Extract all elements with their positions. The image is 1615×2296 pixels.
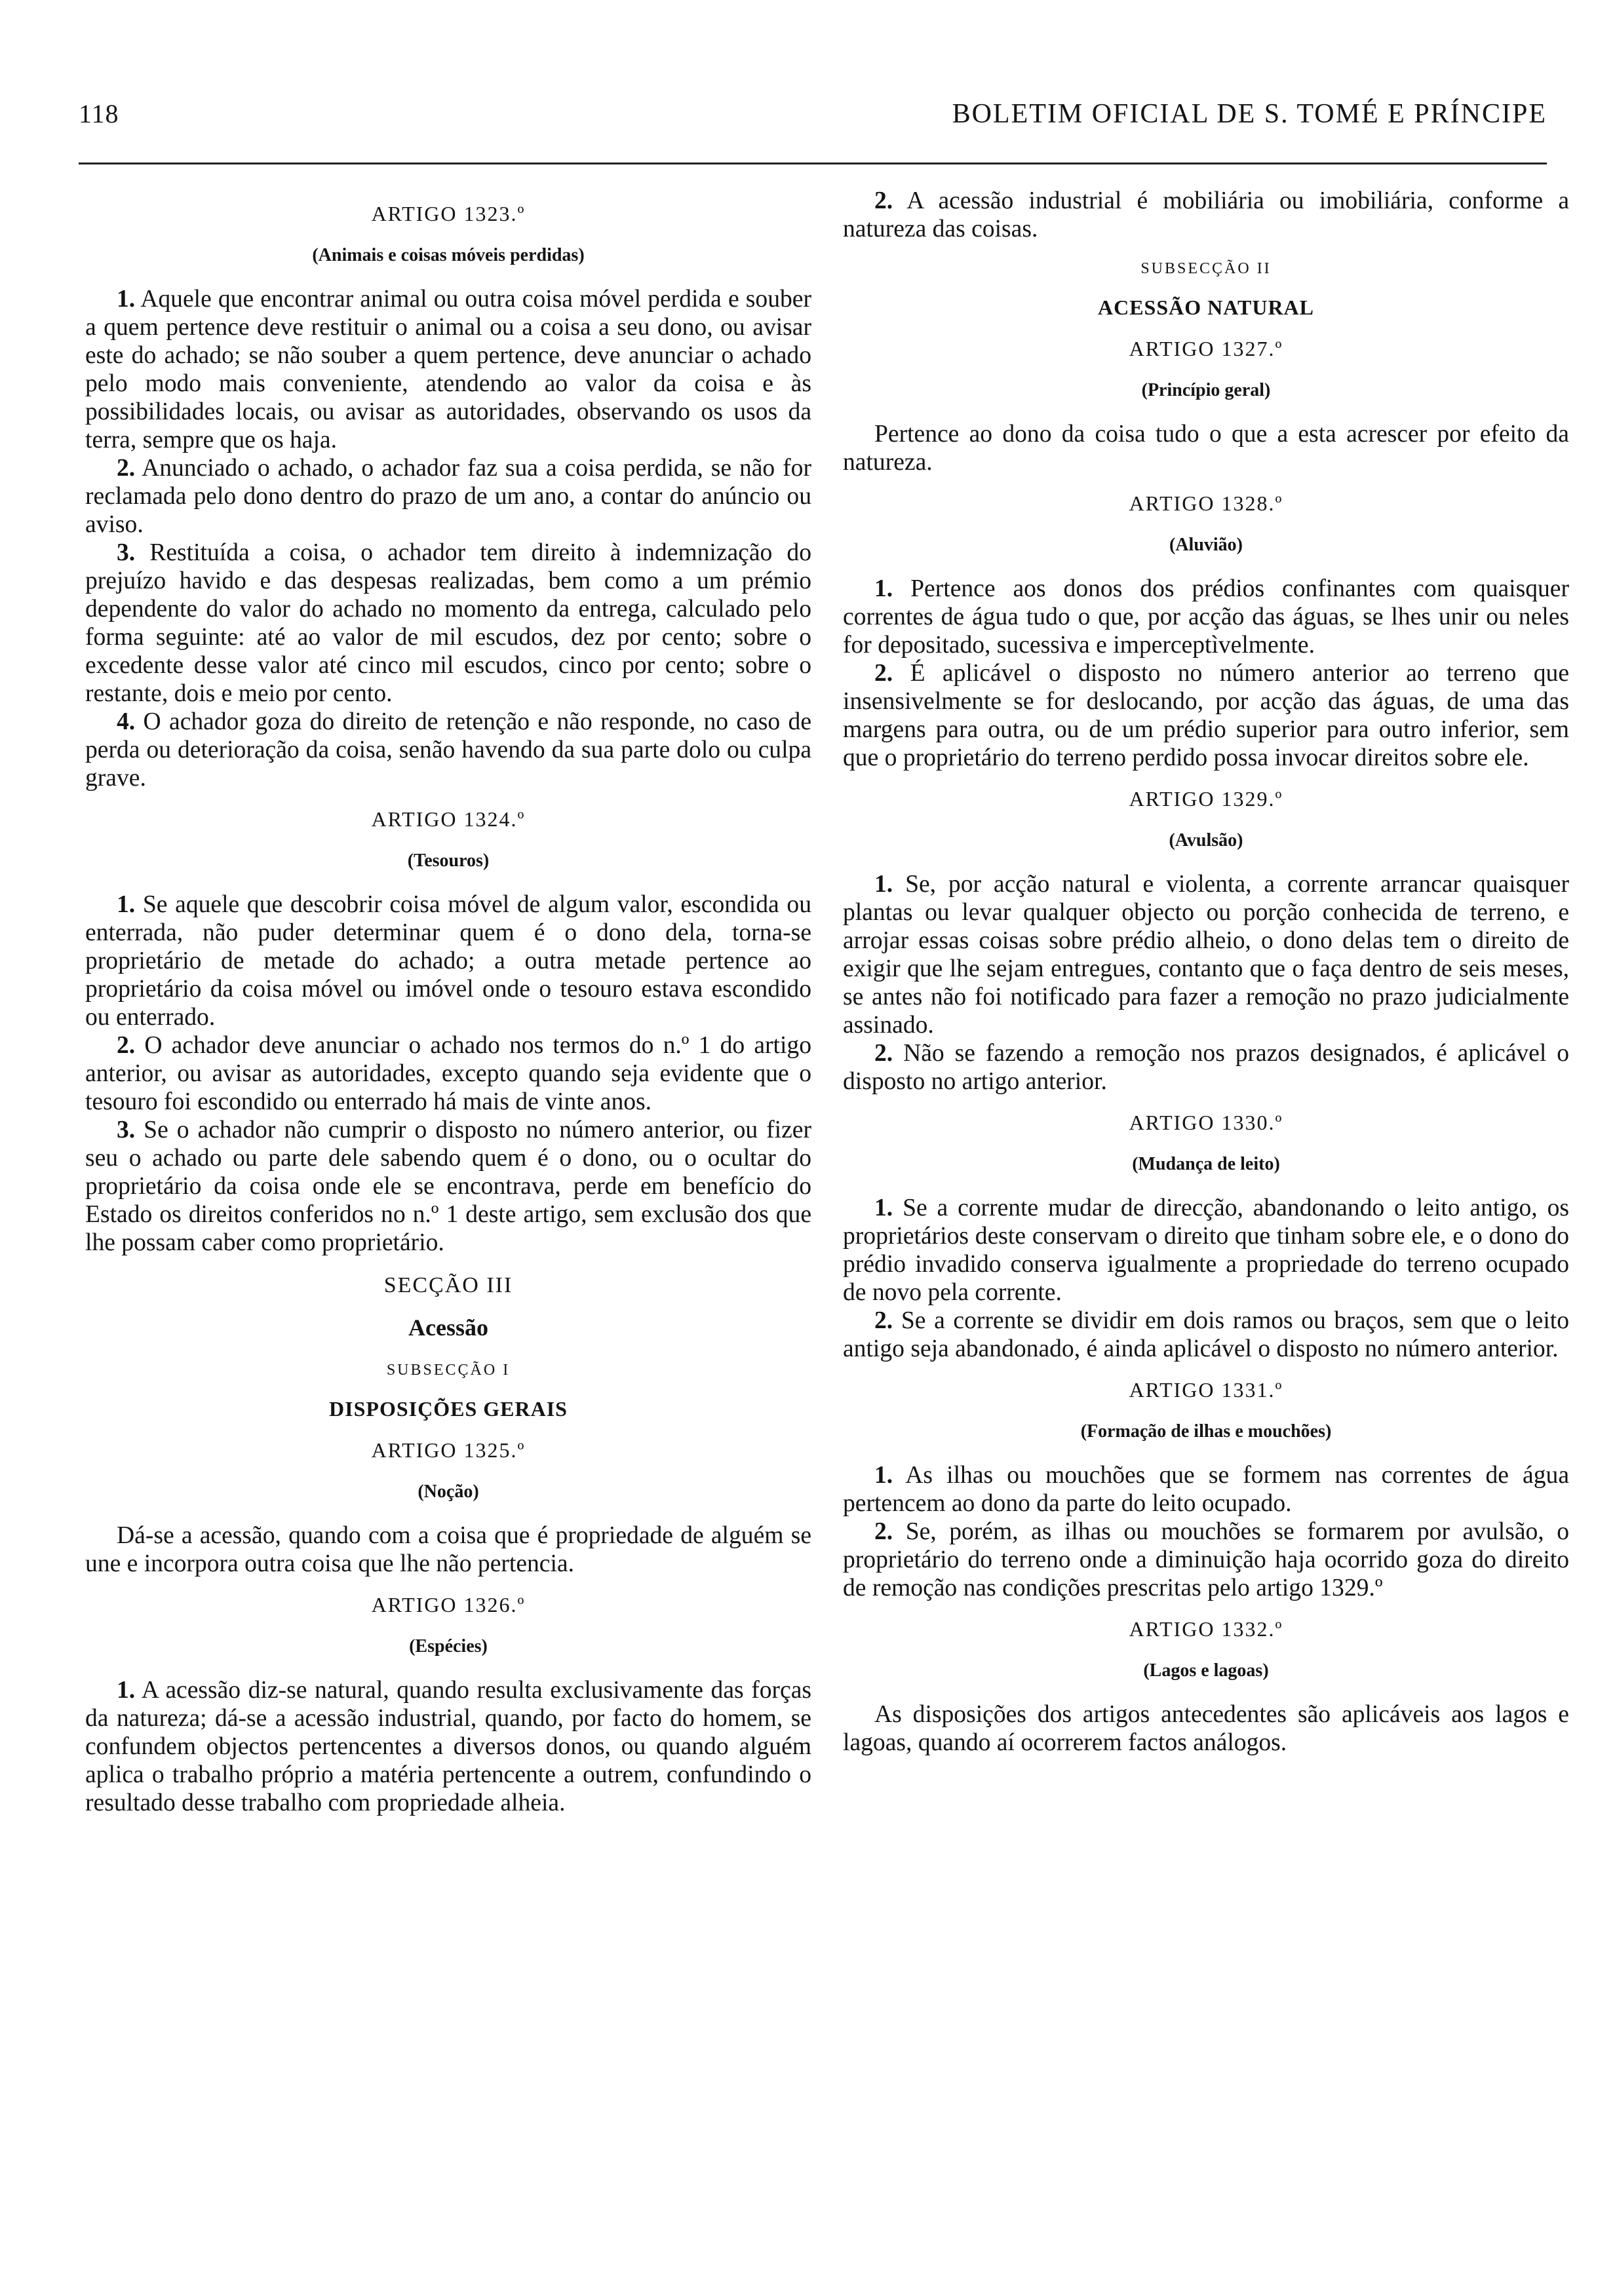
paragraph: 1. Pertence aos donos dos prédios confinantes com quaisquer correntes de água tudo o que, por acção das águas, se lhes unir ou neles for depositado, sucessiva e imperceptìvelmente.: [843, 575, 1569, 659]
left-column: [85, 187, 811, 1817]
page-header: [79, 98, 1547, 151]
paragraph: 2. Não se fazendo a remoção nos prazos designados, é aplicável o disposto no artigo anterior.: [843, 1040, 1569, 1095]
paragraph: Pertence ao dono da coisa tudo o que a esta acrescer por efeito da natureza.: [843, 421, 1569, 476]
section-title: Acessão: [408, 1314, 488, 1341]
paragraph: 2. Anunciado o achado, o achador faz sua a coisa perdida, se não for reclamada pelo dono dentro do prazo de um ano, a contar do anúncio ou aviso.: [85, 455, 811, 538]
right-column: [843, 187, 1569, 1757]
article-subtitle: (Espécies): [409, 1636, 488, 1656]
subsection-title: DISPOSIÇÕES GERAIS: [329, 1397, 568, 1421]
article-title: ARTIGO 1328.º: [1129, 491, 1283, 515]
paragraph: Dá-se a acessão, quando com a coisa que é propriedade de alguém se une e incorpora outra coisa que lhe não pertencia.: [85, 1522, 811, 1577]
article-1327: [843, 335, 1569, 476]
header-rule: [79, 163, 1547, 164]
subsection-title: ACESSÃO NATURAL: [1097, 296, 1314, 319]
paragraph: 1. A acessão diz-se natural, quando resulta exclusivamente das forças da natureza; dá-se a acessão industrial, quando, por facto do homem, se confundem objectos pertencentes a diversos donos, ou quando alguém aplica o trabalho próprio a matéria pertencente a outrem, confundindo o resultado desse trabalho com propriedade alheia.: [85, 1677, 811, 1816]
article-1326: [85, 1591, 811, 1817]
paragraph: 2. A acessão industrial é mobiliária ou imobiliária, conforme a natureza das coisas.: [843, 187, 1569, 242]
paragraph: 1. Se, por acção natural e violenta, a corrente arrancar quaisquer plantas ou levar qualquer objecto ou porção conhecida de terreno, e arrojar essas coisas sobre prédio alheio, o dono delas tem o direito de exigir que lhe sejam entregues, contanto que o faça dentro de seis meses, se antes não foi notificado para fazer a remoção no prazo judicialmente assinado.: [843, 871, 1569, 1039]
article-title: ARTIGO 1326.º: [371, 1593, 526, 1617]
section-3: [85, 1271, 811, 1423]
subsection-2: [843, 255, 1569, 322]
section-label: SECÇÃO III: [383, 1273, 513, 1297]
paragraph: 2. Se a corrente se dividir em dois ramos ou braços, sem que o leito antigo seja abandonado, é ainda aplicável o disposto no número anterior.: [843, 1307, 1569, 1362]
paragraph: 3. Se o achador não cumprir o disposto no número anterior, ou fizer seu o achado ou parte dele sabendo quem é o dono, ou o ocultar do proprietário da coisa onde ele se encontrava, perde em benefício do Estado os direitos conferidos no n.º 1 deste artigo, sem exclusão dos que lhe possam caber como proprietário.: [85, 1117, 811, 1256]
article-1331: [843, 1376, 1569, 1602]
article-subtitle: (Aluvião): [1169, 535, 1243, 555]
subsection-label: SUBSECÇÃO I: [386, 1362, 511, 1379]
article-1325: [85, 1436, 811, 1578]
subsection-label: SUBSECÇÃO II: [1140, 260, 1272, 277]
article-title: ARTIGO 1331.º: [1129, 1378, 1283, 1402]
article-title: ARTIGO 1329.º: [1129, 787, 1283, 811]
paragraph: 1. Aquele que encontrar animal ou outra coisa móvel perdida e souber a quem pertence deve restituir o animal ou a coisa a seu dono, ou avisar este do achado; se não souber a quem pertence, deve anunciar o achado pelo modo mais conveniente, atendendo ao valor da coisa e às possibilidades locais, ou avisar as autoridades, observando os usos da terra, sempre que os haja.: [85, 286, 811, 453]
article-title: ARTIGO 1323.º: [371, 202, 526, 225]
paragraph: 1. Se a corrente mudar de direcção, abandonando o leito antigo, os proprietários deste conservam o direito que tinham sobre ele, e o dono do prédio invadido conserva igualmente a propriedade do terreno ocupado de novo pela corrente.: [843, 1195, 1569, 1306]
paragraph: 3. Restituída a coisa, o achador tem direito à indemnização do prejuízo havido e das despesas realizadas, bem como a um prémio dependente do valor do achado no momento da entrega, calculado pelo forma seguinte: até ao valor de mil escudos, dez por cento; sobre o excedente desse valor até cinco mil escudos, cinco por cento; sobre o restante, dois e meio por cento.: [85, 539, 811, 707]
paragraph: 1. As ilhas ou mouchões que se formem nas correntes de água pertencem ao dono da parte do leito ocupado.: [843, 1462, 1569, 1517]
article-subtitle: (Animais e coisas móveis perdidas): [312, 245, 585, 265]
article-subtitle: (Avulsão): [1169, 830, 1243, 851]
article-1323: [85, 200, 811, 792]
article-subtitle: (Formação de ilhas e mouchões): [1080, 1421, 1332, 1442]
paragraph: As disposições dos artigos antecedentes são aplicáveis aos lagos e lagoas, quando aí ocorrerem factos análogos.: [843, 1701, 1569, 1756]
article-1332: [843, 1615, 1569, 1757]
article-subtitle: (Tesouros): [407, 851, 490, 871]
article-title: ARTIGO 1325.º: [371, 1438, 526, 1462]
article-1324: [85, 805, 811, 1257]
article-title: ARTIGO 1327.º: [1129, 337, 1283, 360]
article-1328: [843, 489, 1569, 772]
article-1330: [843, 1109, 1569, 1363]
paragraph: 2. É aplicável o disposto no número anterior ao terreno que insensivelmente se for deslocando, por acção das águas, de uma das margens para outra, ou de um prédio superior para outro inferior, sem que o proprietário do terreno perdido possa invocar direitos sobre ele.: [843, 660, 1569, 771]
article-subtitle: (Princípio geral): [1141, 380, 1271, 400]
article-subtitle: (Lagos e lagoas): [1143, 1660, 1269, 1681]
article-title: ARTIGO 1324.º: [371, 807, 526, 831]
paragraph: 1. Se aquele que descobrir coisa móvel de algum valor, escondida ou enterrada, não puder determinar quem é o dono dela, torna-se proprietário de metade do achado; a outra metade pertence ao proprietário da coisa móvel ou imóvel onde o tesouro estava escondido ou enterrado.: [85, 891, 811, 1031]
article-1329: [843, 785, 1569, 1096]
article-subtitle: (Noção): [418, 1482, 479, 1502]
article-title: ARTIGO 1330.º: [1129, 1111, 1283, 1134]
paragraph: 2. Se, porém, as ilhas ou mouchões se formarem por avulsão, o proprietário do terreno onde a diminuição haja ocorrido goza do direito de remoção nas condições prescritas pelo artigo 1329.º: [843, 1518, 1569, 1601]
journal-title: BOLETIM OFICIAL DE S. TOMÉ E PRÍNCIPE: [952, 99, 1547, 129]
article-title: ARTIGO 1332.º: [1129, 1617, 1283, 1641]
paragraph: 2. O achador deve anunciar o achado nos termos do n.º 1 do artigo anterior, ou avisar as autoridades, excepto quando seja evidente que o tesouro foi escondido ou enterrado há mais de vinte anos.: [85, 1032, 811, 1115]
paragraph: 4. O achador goza do direito de retenção e não responde, no caso de perda ou deterioração da coisa, senão havendo da sua parte dolo ou culpa grave.: [85, 708, 811, 792]
page-number: 118: [79, 99, 119, 128]
article-subtitle: (Mudança de leito): [1132, 1154, 1280, 1174]
article-1326-continued: [843, 187, 1569, 243]
